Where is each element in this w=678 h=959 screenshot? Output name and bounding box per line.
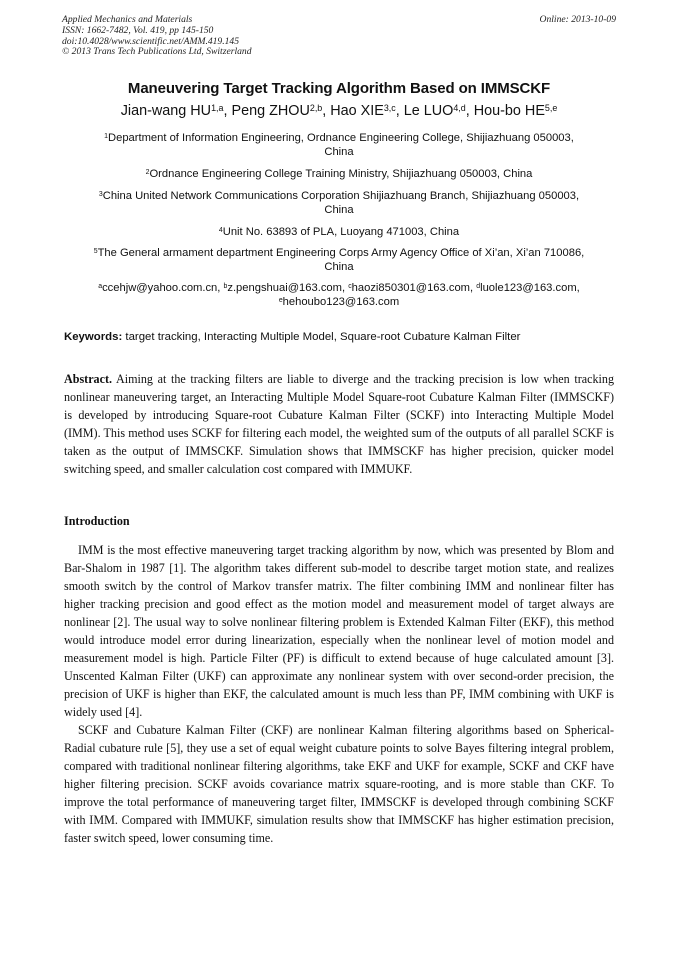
affiliation-4: $^4$Unit No. 63893 of PLA, Luoyang 471003, China (218, 226, 460, 238)
author-list (40, 103, 638, 119)
issn-line: ISSN: 1662-7482, Vol. 419, pp 145-150 (62, 24, 214, 36)
journal-name: Applied Mechanics and Materials (62, 14, 193, 25)
doi-line: doi:10.4028/www.scientific.net/AMM.419.145 (62, 35, 240, 47)
email-link[interactable]: z.pengshuai@163.com (227, 282, 342, 294)
abstract (64, 370, 614, 478)
section-heading-introduction: Introduction (64, 514, 130, 528)
paragraph: SCKF and Cubature Kalman Filter (CKF) are nonlinear Kalman filtering algorithms based on Spherical-Radial cubature rule [5], they use a set of equal weight cubature points to solve Bayes filtering integral problem, compared with traditional nonlinear filtering algorithms, take EKF and UKF for example, SCKF and CKF have higher filtering precision. SCKF avoids covariance matrix square-rooting, and is more stable than CKF. To improve the total performance of maneuvering target filter, IMMSCKF is developed through combining SCKF with IMM. Compared with IMMUKF, simulation results show that IMMSCKF has higher estimation precision, faster switch speed, lower consuming time. (64, 723, 614, 845)
paper-title: Maneuvering Target Tracking Algorithm Based on IMMSCKF (127, 80, 551, 97)
author: Hou-bo HE$^{5,e}$ (473, 102, 558, 119)
keywords (64, 331, 616, 343)
email-link[interactable]: ccehjw@yahoo.com.cn (102, 282, 218, 294)
abstract-label: Abstract. (64, 372, 113, 386)
author: Jian-wang HU$^{1,a}$, (120, 102, 232, 119)
affiliation-1: $^1$Department of Information Engineering, Ordnance Engineering College, Shijiazhuang 050003, China (104, 132, 574, 158)
keywords-label: Keywords: (64, 331, 123, 343)
affiliation-3: $^3$China United Network Communications Corporation Shijiazhuang Branch, Shijiazhuang 050003, China (98, 190, 580, 216)
journal-header (62, 15, 616, 58)
online-date: Online: 2013-10-09 (539, 14, 616, 25)
email-list: $^a$ccehjw@yahoo.com.cn, $^b$z.pengshuai@163.com, $^c$haozi850301@163.com, $^d$luole123@163.com, $^e$hehoubo123@163.com (98, 282, 580, 308)
copyright-line: © 2013 Trans Tech Publications Ltd, Switzerland (62, 46, 252, 58)
affiliation-5: $^5$The General armament department Engineering Corps Army Agency Office of Xi’an, Xi’an 710086, China (93, 247, 585, 273)
paragraph: IMM is the most effective maneuvering target tracking algorithm by now, which was presented by Blom and Bar-Shalom in 1987 [1]. The algorithm takes different sub-model to describe target motion state, and realizes smooth switch by the control of Markov transfer matrix. The filter combining IMM and nonlinear filter has higher tracking precision and good effect as the motion model and measurement model of target always are nonlinear [2]. The usual way to solve nonlinear filtering problem is Extended Kalman Filter (EKF), this method would introduce model error during linearization, especially when the nonlinear level of motion model and measurement model is high. Particle Filter (PF) is difficult to extend because of huge calculated amount [3]. Unscented Kalman Filter (UKF) can approximate any nonlinear system with over second-order precision, the precision of UKF is higher than EKF, the calculated amount is much less than PF, IMM combining with UKF is widely used [4]. (64, 543, 614, 719)
author: Hao XIE$^{3,c}$, (330, 102, 404, 119)
email-link[interactable]: luole123@163.com (480, 282, 577, 294)
email-link[interactable]: hehoubo123@163.com (282, 296, 400, 308)
author: Peng ZHOU$^{2,b}$, (231, 102, 331, 119)
affiliation-2: $^2$Ordnance Engineering College Training Ministry, Shijiazhuang 050003, China (145, 168, 533, 180)
abstract-text: Aiming at the tracking filters are liable to diverge and the tracking precision is low when tracking nonlinear maneuvering target, an Interacting Multiple Model Square-root Cubature Kalman Filter (IMMSCKF) is developed by introducing Square-root Cubature Kalman Filter (SCKF) into Interacting Multiple Model (IMM). This method uses SCKF for filtering each model, the weighted sum of the outputs of all parallel SCKF is taken as the output of IMMSCKF. Simulation shows that IMMSCKF has higher precision, quicker model switching speed, and smaller calculation cost compared with IMMUKF. (64, 372, 614, 476)
introduction-body (64, 541, 614, 847)
author: Le LUO$^{4,d}$, (403, 102, 474, 119)
email-link[interactable]: haozi850301@163.com (351, 282, 470, 294)
keywords-text: target tracking, Interacting Multiple Model, Square-root Cubature Kalman Filter (122, 331, 521, 343)
